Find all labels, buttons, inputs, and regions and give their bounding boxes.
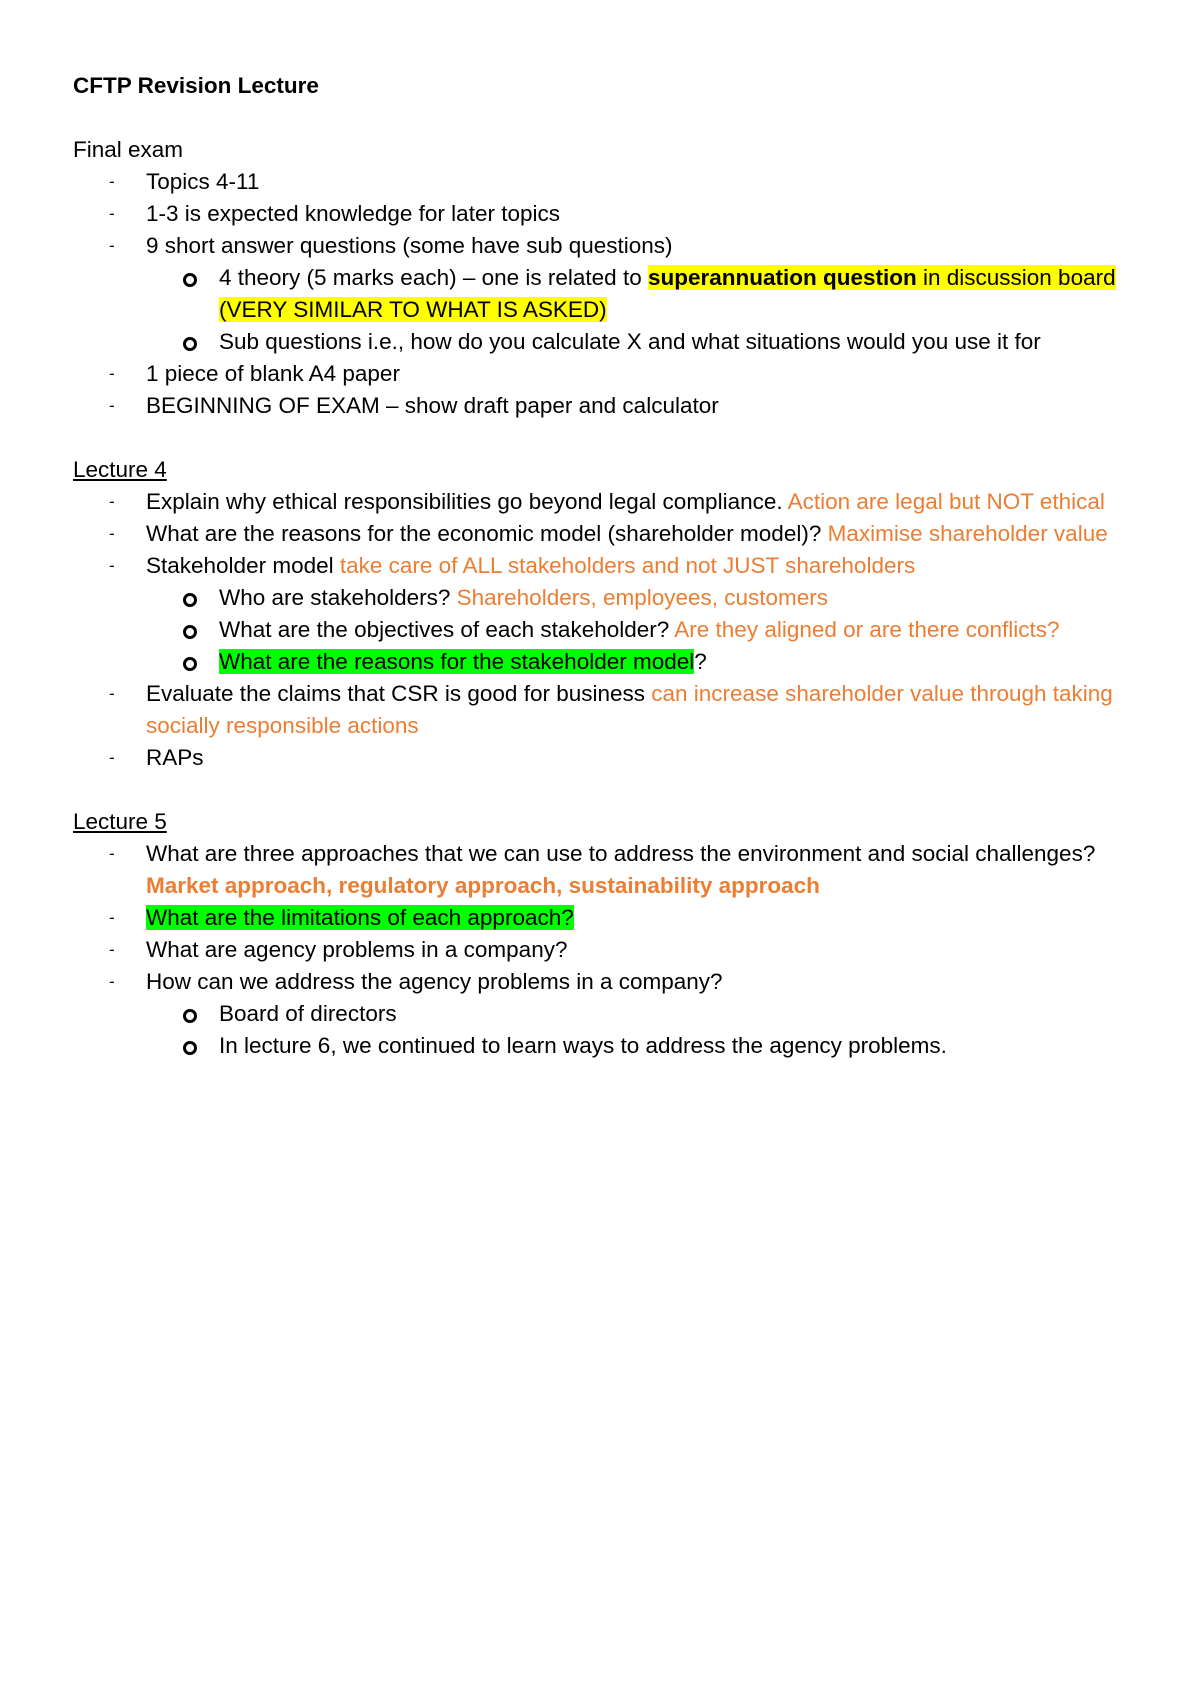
list-item [73, 934, 1133, 966]
item-text: 1 piece of blank A4 paper [146, 361, 400, 386]
list-item [73, 902, 1133, 934]
dash-bullet: - [109, 492, 115, 511]
item-text: Stakeholder model [146, 553, 340, 578]
item-text: How can we address the agency problems in a company? [146, 969, 723, 994]
final-exam-heading: Final exam [73, 137, 184, 162]
answer-text: Shareholders, employees, customers [456, 585, 829, 610]
answer-text: Are they aligned or are there conflicts? [674, 617, 1060, 642]
item-text: 4 theory (5 marks each) – one is related to [219, 265, 648, 290]
dash-bullet: - [109, 204, 115, 223]
lecture-5-list [73, 838, 1133, 1062]
item-text: Evaluate the claims that CSR is good for business [146, 681, 652, 706]
answer-text: can increase shareholder value through taking socially responsible actions [146, 681, 1113, 738]
sub-list-item [73, 614, 1133, 646]
list-item [73, 230, 1133, 262]
item-text: What are three approaches that we can use to address the environment and social challenges? [146, 841, 1096, 866]
list-item [73, 550, 1133, 582]
answer-text: Maximise shareholder value [827, 521, 1108, 546]
item-text: Who are stakeholders? [219, 585, 457, 610]
item-text: Explain why ethical responsibilities go beyond legal compliance. [146, 489, 788, 514]
sub-list-item [73, 998, 1133, 1030]
sub-list-item [73, 646, 1133, 678]
dash-bullet: - [109, 396, 115, 415]
blank-line [73, 774, 1133, 806]
list-item [73, 166, 1133, 198]
dash-bullet: - [109, 908, 115, 927]
highlight-tail: in discussion board (VERY SIMILAR TO WHAT IS ASKED) [219, 265, 1116, 322]
list-item [73, 966, 1133, 998]
dash-bullet: - [109, 172, 115, 191]
dash-bullet: - [109, 972, 115, 991]
list-item [73, 838, 1133, 902]
item-text: Sub questions i.e., how do you calculate X and what situations would you use it for [219, 329, 1041, 354]
list-item [73, 518, 1133, 550]
item-text: ? [694, 649, 707, 674]
final-exam-list [73, 166, 1133, 422]
item-text: RAPs [146, 745, 204, 770]
list-item [73, 198, 1133, 230]
dash-bullet: - [109, 236, 115, 255]
bold-text: superannuation question [647, 265, 917, 290]
blank-line [73, 422, 1133, 454]
circle-bullet-icon [183, 999, 197, 1031]
answer-text: take care of ALL stakeholders and not JUST shareholders [339, 553, 916, 578]
sub-list-item [73, 262, 1133, 326]
dash-bullet: - [109, 556, 115, 575]
sub-list-item [73, 1030, 1133, 1062]
circle-bullet-icon [183, 263, 197, 295]
document-title: CFTP Revision Lecture [73, 73, 319, 98]
dash-bullet: - [109, 364, 115, 383]
blank-line [73, 102, 1133, 134]
document-body [73, 70, 1133, 1062]
item-text: Board of directors [219, 1001, 397, 1026]
item-text: What are agency problems in a company? [146, 937, 568, 962]
dash-bullet: - [109, 940, 115, 959]
lecture-4-heading: Lecture 4 [73, 457, 167, 482]
item-text: In lecture 6, we continued to learn ways to address the agency problems. [219, 1033, 947, 1058]
item-text: Topics 4-11 [146, 169, 260, 194]
dash-bullet: - [109, 748, 115, 767]
list-item [73, 486, 1133, 518]
dash-bullet: - [109, 524, 115, 543]
answer-text: Action are legal but NOT ethical [787, 489, 1105, 514]
circle-bullet-icon [183, 1031, 197, 1063]
lecture-4-list [73, 486, 1133, 774]
list-item [73, 742, 1133, 774]
highlighted-text: What are the limitations of each approach? [146, 905, 574, 930]
circle-bullet-icon [183, 647, 197, 679]
answer-text: Market approach, regulatory approach, sustainability approach [146, 873, 820, 898]
item-text: 1-3 is expected knowledge for later topics [146, 201, 560, 226]
circle-bullet-icon [183, 615, 197, 647]
list-item [73, 678, 1133, 742]
circle-bullet-icon [183, 327, 197, 359]
dash-bullet: - [109, 844, 115, 863]
dash-bullet: - [109, 684, 115, 703]
item-text: What are the reasons for the economic model (shareholder model)? [146, 521, 828, 546]
lecture-5-heading: Lecture 5 [73, 809, 167, 834]
sub-list-item [73, 582, 1133, 614]
circle-bullet-icon [183, 583, 197, 615]
item-text: BEGINNING OF EXAM – show draft paper and calculator [146, 393, 719, 418]
list-item [73, 390, 1133, 422]
item-text: What are the objectives of each stakeholder? [219, 617, 675, 642]
highlighted-text: What are the reasons for the stakeholder model [219, 649, 695, 674]
list-item [73, 358, 1133, 390]
item-text: 9 short answer questions (some have sub questions) [146, 233, 673, 258]
sub-list-item [73, 326, 1133, 358]
